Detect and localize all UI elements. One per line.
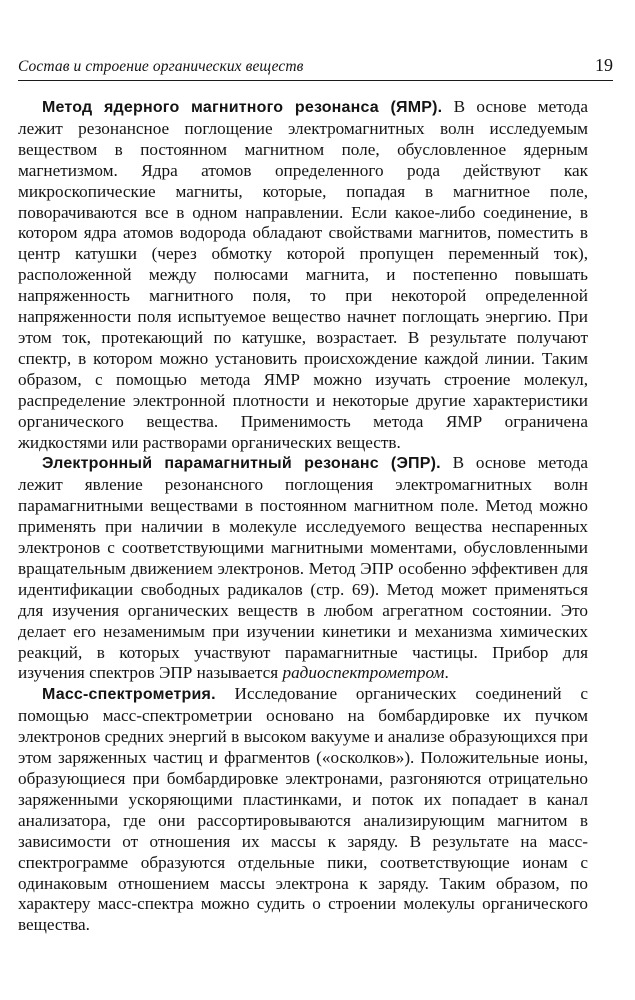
paragraph-mass-spec-body: Исследование органических соединений с помощью масс-спектрометрии основано на бомбардировке их пучком электронов средних энергий в высоком вакууме и анализе образующихся при этом заряженных частиц и фрагментов («осколков»). Положительные ионы, образующиеся при бомбардировке электронами, разгоняются отрицательно заряженными ускоряющими пластинками, и поток их попадает в канал анализатора, где они рассортировываются анализирующим магнитом в зависимости от отношения их массы к заряду. В результате на масс-спектрограмме образуются отдельные пики, соответствующие ионам с одинаковым отношением массы электрона к заряду. Таким образом, по характеру масс-спектра можно судить о строении молекулы органического вещества. <box>18 684 588 935</box>
paragraph-epr-tail: . <box>444 663 449 683</box>
heading-mass-spec: Масс-спектрометрия. <box>42 686 216 704</box>
paragraph-mass-spec <box>18 684 588 936</box>
heading-epr: Электронный парамагнитный резонанс (ЭПР). <box>42 455 441 473</box>
paragraph-epr <box>18 453 588 684</box>
paragraph-nmr-body: В основе метода лежит резонансное поглощение электромагнитных волн исследуемым веществом в постоянном магнитном поле, обусловленное ядерным магнетизмом. Ядра атомов определенного рода действуют как микроскопические магниты, которые, попадая в магнитное поле, поворачиваются все в одном направлении. Если какое-либо соединение, в котором ядра атомов водорода обладают свойствами магнитов, поместить в центр катушки (через обмотку которой пропущен переменный ток), расположенной между полюсами магнита, и постепенно повышать напряженность магнитного поля, то при некоторой определенной напряженности поля испытуемое вещество начнет поглощать энергию. При этом ток, протекающий по катушке, возрастает. В результате получают спектр, в котором можно установить происхождение каждой линии. Таким образом, с помощью метода ЯМР можно изучать строение молекул, распределение электронной плотности и некоторые другие характеристики органического вещества. Применимость метода ЯМР ограничена жидкостями или растворами органических веществ. <box>18 97 588 452</box>
paragraph-nmr <box>18 97 588 453</box>
term-radiospectrometer: радиоспектрометром <box>282 663 445 683</box>
body-text <box>18 97 588 936</box>
running-title: Состав и строение органических веществ <box>18 58 304 75</box>
heading-nmr: Метод ядерного магнитного резонанса (ЯМР). <box>42 99 443 116</box>
running-header <box>18 54 613 81</box>
paragraph-epr-body: В основе метода лежит явление резонансного поглощения электромагнитных волн парамагнитными веществами в постоянном магнитном поле. Метод можно применять при наличии в молекуле исследуемого вещества неспаренных электронов с соответствующими магнитными моментами, обусловленными вращательным движением электронов. Метод ЭПР особенно эффективен для идентификации свободных радикалов (стр. 69). Метод может применяться для изучения органических веществ в любом агрегатном состоянии. Это делает его незаменимым при изучении кинетики и механизма химических реакций, в которых участвуют парамагнитные частицы. Прибор для изучения спектров ЭПР называется <box>18 453 588 683</box>
page-number: 19 <box>595 55 613 75</box>
